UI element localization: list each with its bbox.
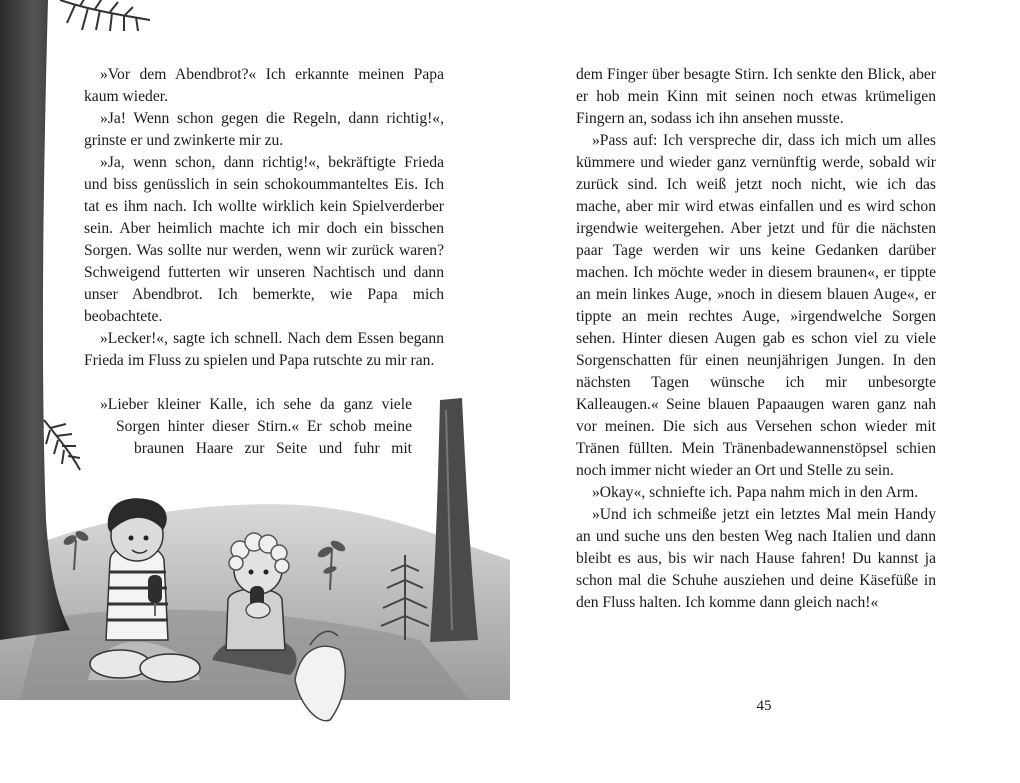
page-number: 45: [756, 698, 772, 714]
text-line: braunen Haare zur Seite und fuhr mit: [134, 440, 412, 457]
text-line: Sorgen hinter dieser Stirn.« Er schob meine: [116, 418, 412, 435]
pine-branch-top: [60, 0, 150, 31]
paragraph: »Ja! Wenn schon gegen die Regeln, dann richtig!«, grinste er und zwinkerte mir zu.: [84, 110, 444, 149]
right-page: [510, 0, 1020, 783]
pine-branch-left: [44, 420, 80, 470]
paragraph: »Und ich schmeiße jetzt ein letztes Mal mein Handy an und suche uns den besten Weg nach Italien und dann bleibt es aus, bis wir nach Hause fahren! Du kannst ja schon mal die Schuhe ausziehen und deine Käsefüße in den Fluss halten. Ich komme dann gleich nach!«: [576, 506, 936, 611]
right-tree-trunk: [430, 398, 478, 642]
paragraph: »Ja, wenn schon, dann richtig!«, bekräftigte Frieda und biss genüsslich in sein schokoummanteltes Eis. Ich tat es ihm nach. Ich wollte wirklich kein Spielverderber sein. Aber heimlich machte ich mir doch ein bisschen Sorgen. Was sollte nur werden, wenn wir zurück waren? Schweigend futterten wir unseren Nachtisch und dann unser Abendbrot. Ich bemerkte, wie Papa mich beobachtete.: [84, 154, 444, 325]
left-page-text: [84, 64, 444, 372]
right-page-text: [576, 64, 936, 614]
paragraph: dem Finger über besagte Stirn. Ich senkte den Blick, aber er hob mein Kinn mit seinen noch etwas krümeligen Fingern an, sodass ich ihn ansehen musste.: [576, 66, 936, 127]
left-page-text-wrap: [100, 394, 412, 460]
paragraph: »Okay«, schniefte ich. Papa nahm mich in den Arm.: [592, 484, 919, 501]
paragraph: »Vor dem Abendbrot?« Ich erkannte meinen Papa kaum wieder.: [84, 66, 444, 105]
paragraph: »Lecker!«, sagte ich schnell. Nach dem Essen begann Frieda im Fluss zu spielen und Papa rutschte zu mir ran.: [84, 330, 444, 369]
paragraph: »Pass auf: Ich verspreche dir, dass ich mich um alles kümmere und wieder ganz vernünftig werde, sobald wir zurück sind. Ich weiß jetzt noch nicht, wie ich das mache, aber mir wird etwas einfallen und es wird schon irgendwie weitergehen. Aber jetzt und für die nächsten paar Tage werden wir uns keine Gedanken darüber machen. Ich möchte weder in diesem braunen«, er tippte an mein linkes Auge, »noch in diesem blauen Auge«, er tippte an mein rechtes Auge, »irgendwelche Sorgen sehen. Hinter diesen Augen gab es schon viel zu viele Sorgenschatten für einen neunjährigen Jungen. In den nächsten Tagen wünsche ich mir unbesorgte Kalleaugen.« Seine blauen Papaaugen waren ganz nah vor meinen. Die sich aus Versehen schon wieder mit Tränen füllten. Mein Tränenbadewannenstöpsel schien noch immer nicht wieder an Ort und Stelle zu sein.: [576, 132, 936, 479]
text-line: »Lieber kleiner Kalle, ich sehe da ganz viele: [100, 396, 412, 413]
